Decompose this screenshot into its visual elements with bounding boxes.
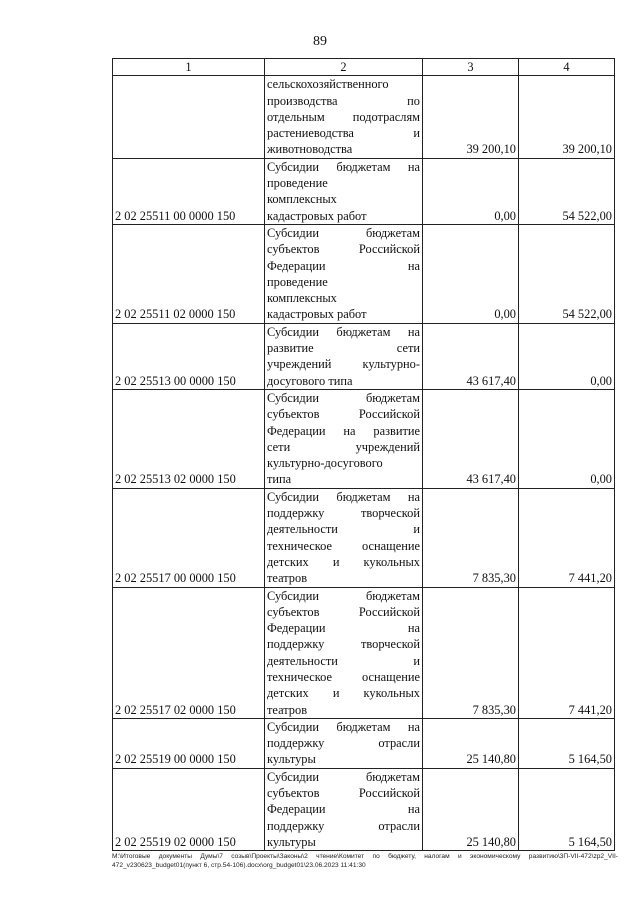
table-row	[113, 587, 615, 718]
description-line: отдельным подотраслям	[267, 109, 420, 124]
description-line: типа	[267, 472, 292, 487]
page-number: 89	[313, 34, 327, 49]
description-line: культуры	[267, 834, 316, 849]
description-line: развитие сети	[267, 341, 420, 356]
description-line: поддержку отрасли	[267, 818, 420, 833]
table-row	[113, 224, 615, 323]
table-row	[113, 718, 615, 768]
amount-cell-col4: 5 164,50	[519, 768, 615, 850]
description-line: Субсидии бюджетам	[267, 769, 420, 784]
table-row	[113, 76, 615, 158]
description-line: учреждений культурно-	[267, 357, 420, 372]
description-line: Субсидии бюджетам	[267, 588, 420, 603]
description-line: поддержку творческой	[267, 506, 420, 521]
description-line: техническое оснащение	[267, 669, 420, 684]
description-line: техническое оснащение	[267, 538, 420, 553]
description-cell	[265, 718, 423, 768]
description-line: Федерации на развитие	[267, 423, 420, 438]
amount-cell-col3: 43 617,40	[423, 389, 519, 488]
description-line: животноводства	[267, 142, 353, 157]
budget-code-cell: 2 02 25513 02 0000 150	[113, 389, 265, 488]
description-line: театров	[267, 571, 308, 586]
amount-cell-col3: 7 835,30	[423, 587, 519, 718]
description-line: Субсидии бюджетам	[267, 390, 420, 405]
amount-cell-col3: 39 200,10	[423, 76, 519, 158]
budget-code-cell: 2 02 25513 00 0000 150	[113, 323, 265, 389]
budget-code-cell: 2 02 25519 00 0000 150	[113, 718, 265, 768]
description-line: проведение	[267, 274, 328, 289]
amount-cell-col3: 0,00	[423, 158, 519, 224]
description-line: поддержку отрасли	[267, 736, 420, 751]
description-line: Федерации на	[267, 621, 420, 636]
column-header: 3	[423, 59, 519, 76]
amount-cell-col4: 7 441,20	[519, 587, 615, 718]
description-line: детских и кукольных	[267, 686, 420, 701]
description-cell	[265, 389, 423, 488]
description-line: комплексных	[267, 291, 337, 306]
amount-cell-col3: 25 140,80	[423, 768, 519, 850]
description-line: проведение	[267, 176, 328, 191]
description-line: субъектов Российской	[267, 407, 420, 422]
description-line: театров	[267, 702, 308, 717]
description-cell	[265, 768, 423, 850]
amount-cell-col4: 54 522,00	[519, 224, 615, 323]
description-line: кадастровых работ	[267, 307, 367, 322]
description-line: сельскохозяйственного	[267, 77, 389, 92]
description-line: культуры	[267, 752, 316, 767]
table-row	[113, 768, 615, 850]
budget-code-cell: 2 02 25519 02 0000 150	[113, 768, 265, 850]
budget-code-cell	[113, 76, 265, 158]
description-line: культурно-досугового	[267, 456, 383, 471]
budget-table	[112, 58, 615, 851]
description-line: Субсидии бюджетам на	[267, 489, 420, 504]
budget-code-cell: 2 02 25511 02 0000 150	[113, 224, 265, 323]
description-cell	[265, 76, 423, 158]
amount-cell-col4: 0,00	[519, 323, 615, 389]
description-line: Федерации на	[267, 802, 420, 817]
amount-cell-col4: 0,00	[519, 389, 615, 488]
column-header: 2	[265, 59, 423, 76]
description-cell	[265, 488, 423, 587]
description-line: детских и кукольных	[267, 554, 420, 569]
description-line: поддержку творческой	[267, 637, 420, 652]
amount-cell-col4: 54 522,00	[519, 158, 615, 224]
description-line: субъектов Российской	[267, 604, 420, 619]
description-line: деятельности и	[267, 522, 420, 537]
description-line: растениеводства и	[267, 126, 420, 141]
table-row	[113, 389, 615, 488]
description-line: Субсидии бюджетам на	[267, 719, 420, 734]
table-body	[113, 76, 615, 851]
amount-cell-col3: 43 617,40	[423, 323, 519, 389]
file-path-footer: M:\Итоговые документы Думы\7 созыв\Проекты\Законы\2 чтение\Комитет по бюджету, налогам и экономическому развитию\3П-VII-472\zp2_VII-472_v230623_budget01(пункт 6, стр.54-106).docx\org_budget01\23.06.2023 11:41:30	[112, 853, 618, 869]
amount-cell-col3: 25 140,80	[423, 718, 519, 768]
amount-cell-col4: 5 164,50	[519, 718, 615, 768]
description-line: сети учреждений	[267, 439, 420, 454]
description-line: Субсидии бюджетам на	[267, 159, 420, 174]
description-line: производства по	[267, 93, 420, 108]
amount-cell-col3: 0,00	[423, 224, 519, 323]
amount-cell-col4: 7 441,20	[519, 488, 615, 587]
amount-cell-col4: 39 200,10	[519, 76, 615, 158]
table-row	[113, 158, 615, 224]
description-cell	[265, 323, 423, 389]
description-line: Субсидии бюджетам на	[267, 324, 420, 339]
column-header: 1	[113, 59, 265, 76]
column-header: 4	[519, 59, 615, 76]
description-line: кадастровых работ	[267, 208, 367, 223]
description-cell	[265, 224, 423, 323]
amount-cell-col3: 7 835,30	[423, 488, 519, 587]
description-line: Субсидии бюджетам	[267, 225, 420, 240]
description-line: субъектов Российской	[267, 242, 420, 257]
description-line: Федерации на	[267, 258, 420, 273]
table-row	[113, 323, 615, 389]
budget-code-cell: 2 02 25511 00 0000 150	[113, 158, 265, 224]
description-line: комплексных	[267, 192, 337, 207]
budget-code-cell: 2 02 25517 02 0000 150	[113, 587, 265, 718]
table-header-row	[113, 59, 615, 76]
table-row	[113, 488, 615, 587]
description-cell	[265, 587, 423, 718]
description-line: досугового типа	[267, 373, 353, 388]
description-line: деятельности и	[267, 653, 420, 668]
description-line: субъектов Российской	[267, 786, 420, 801]
budget-code-cell: 2 02 25517 00 0000 150	[113, 488, 265, 587]
description-cell	[265, 158, 423, 224]
